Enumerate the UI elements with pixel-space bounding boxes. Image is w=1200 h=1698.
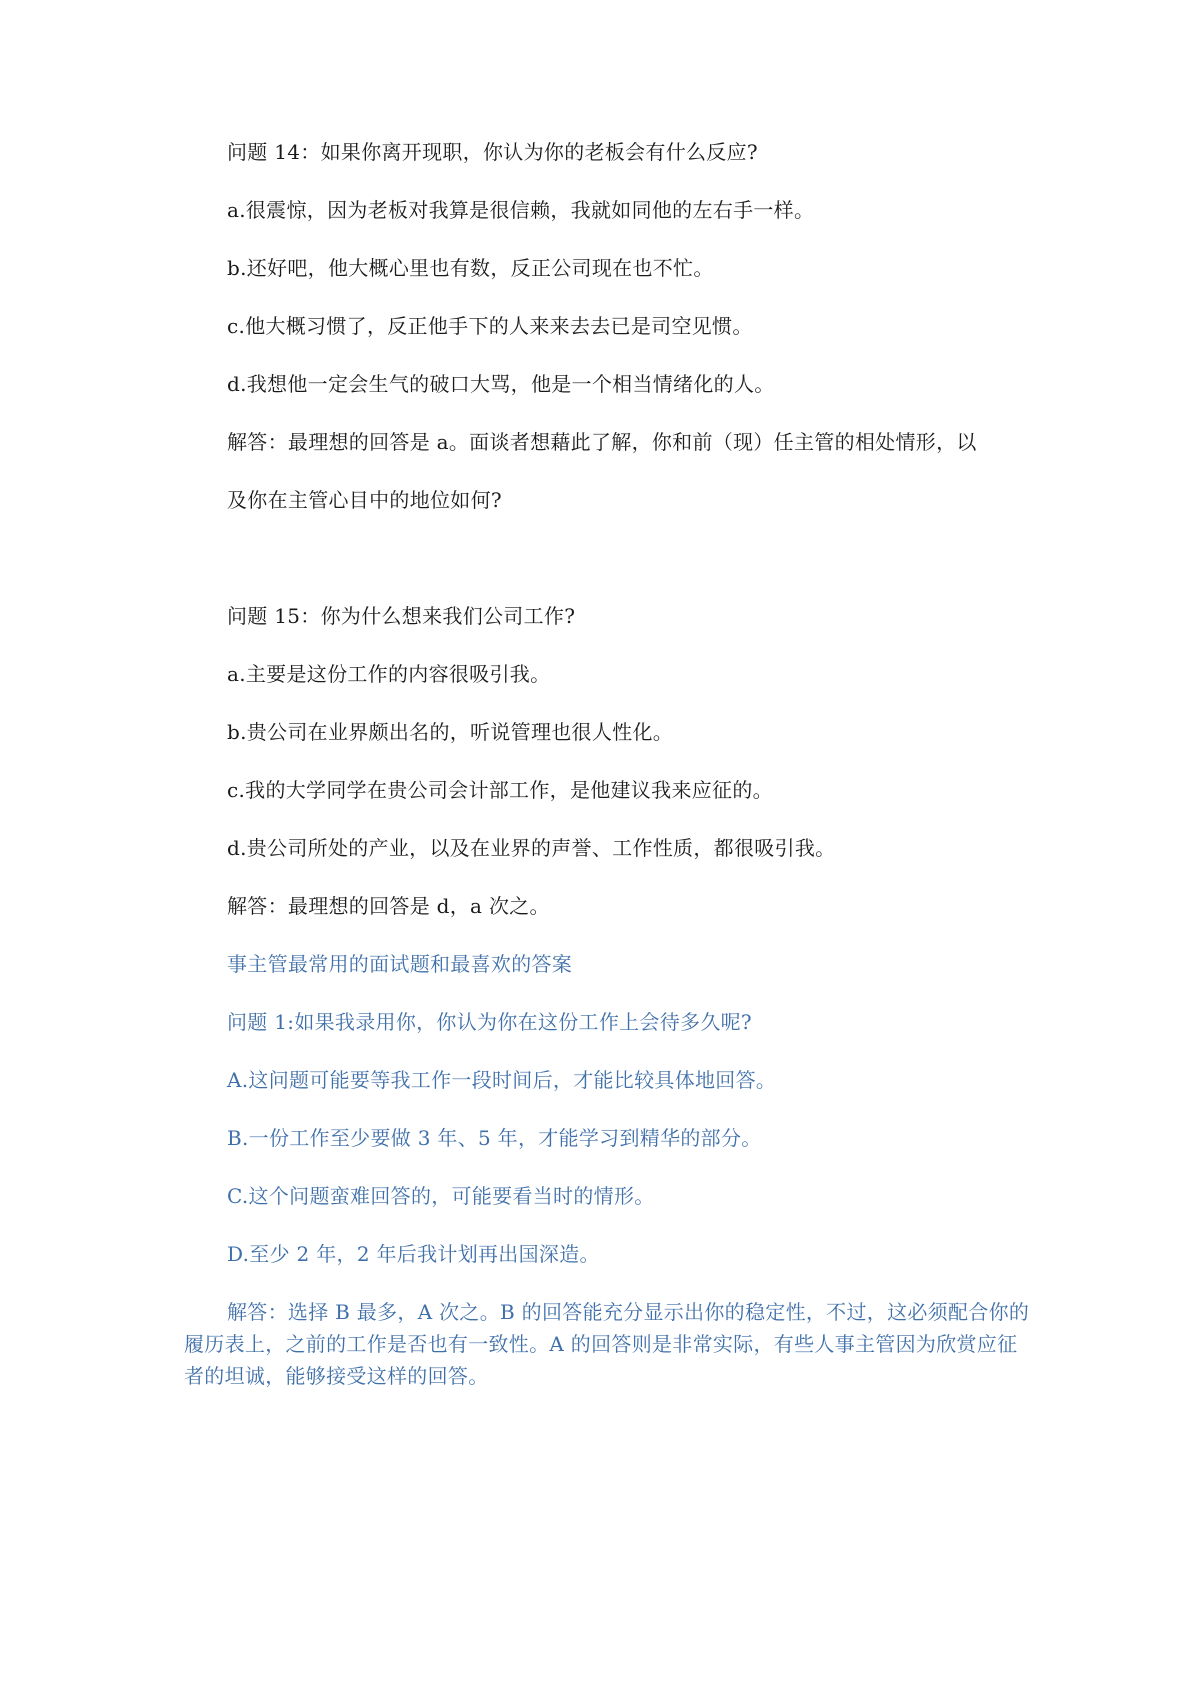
question-15: 问题 15：你为什么想来我们公司工作? — [227, 604, 576, 628]
q14-option-c: c.他大概习惯了，反正他手下的人来来去去已是司空见惯。 — [227, 314, 753, 338]
q14-option-a: a.很震惊，因为老板对我算是很信赖，我就如同他的左右手一样。 — [227, 198, 815, 222]
q1-option-c: C.这个问题蛮难回答的，可能要看当时的情形。 — [227, 1184, 655, 1208]
q15-option-c: c.我的大学同学在贵公司会计部工作，是他建议我来应征的。 — [227, 778, 773, 802]
q14-option-d: d.我想他一定会生气的破口大骂，他是一个相当情绪化的人。 — [227, 372, 775, 396]
question-14: 问题 14：如果你离开现职，你认为你的老板会有什么反应? — [227, 140, 758, 164]
q1-option-a: A.这问题可能要等我工作一段时间后，才能比较具体地回答。 — [227, 1068, 777, 1092]
q15-answer: 解答：最理想的回答是 d，a 次之。 — [227, 894, 550, 918]
q15-option-b: b.贵公司在业界颇出名的，听说管理也很人性化。 — [227, 720, 674, 744]
q14-answer-line-2: 及你在主管心目中的地位如何? — [227, 488, 502, 512]
q15-option-a: a.主要是这份工作的内容很吸引我。 — [227, 662, 551, 686]
q1-option-d: D.至少 2 年，2 年后我计划再出国深造。 — [227, 1242, 600, 1266]
q14-answer-line-1: 解答：最理想的回答是 a。面谈者想藉此了解，你和前（现）任主管的相处情形，以 — [227, 430, 977, 454]
question-1: 问题 1:如果我录用你，你认为你在这份工作上会待多久呢? — [227, 1010, 752, 1034]
q1-answer-paragraph: 解答：选择 B 最多，A 次之。B 的回答能充分显示出你的稳定性，不过，这必须配合你的履历表上，之前的工作是否也有一致性。A 的回答则是非常实际，有些人事主管因为欣赏应征者的坦诚，能够接受这样的回答。 — [184, 1300, 1030, 1388]
q14-option-b: b.还好吧，他大概心里也有数，反正公司现在也不忙。 — [227, 256, 714, 280]
section-heading: 事主管最常用的面试题和最喜欢的答案 — [227, 952, 573, 976]
q15-option-d: d.贵公司所处的产业，以及在业界的声誉、工作性质，都很吸引我。 — [227, 836, 836, 860]
q1-option-b: B.一份工作至少要做 3 年、5 年，才能学习到精华的部分。 — [227, 1126, 762, 1150]
